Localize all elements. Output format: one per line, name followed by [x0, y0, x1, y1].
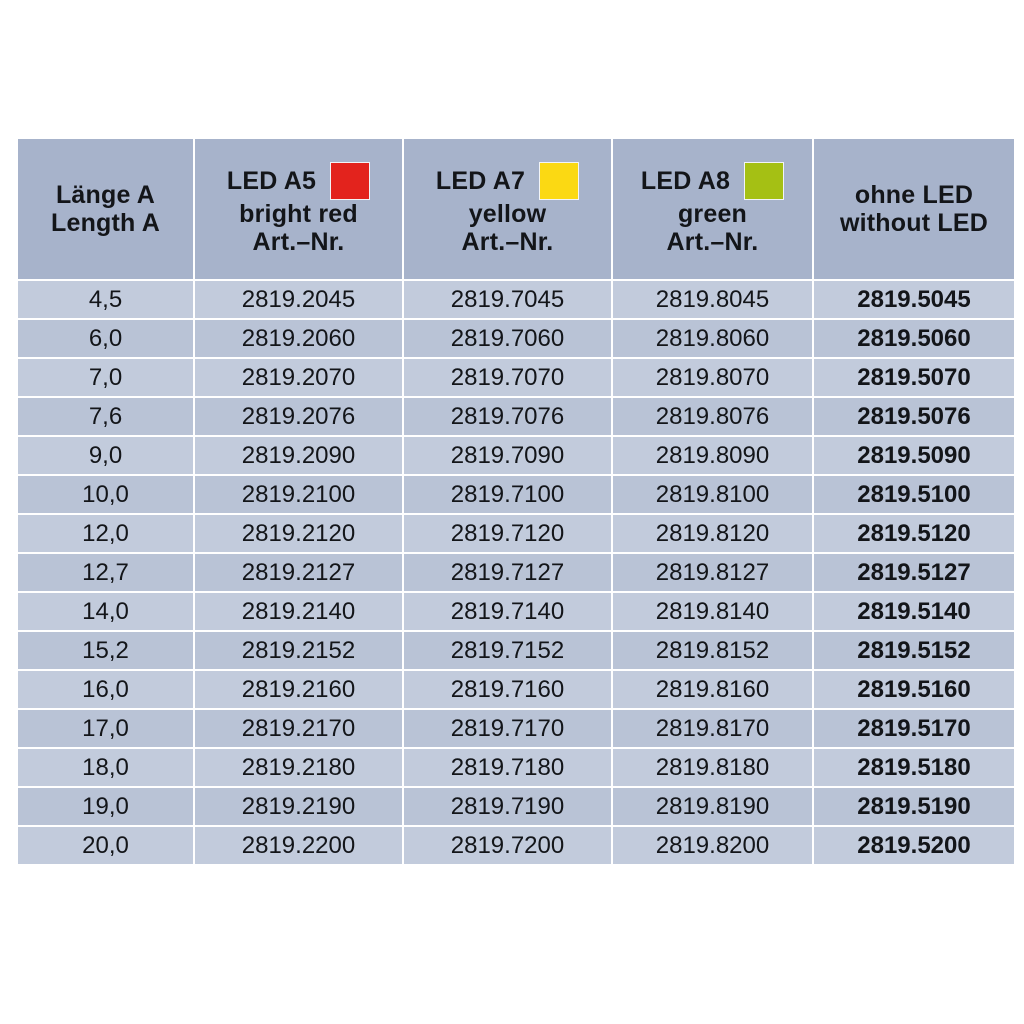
cell-led_a7: 2819.7200 — [404, 827, 611, 864]
cell-led_a5: 2819.2090 — [195, 437, 402, 474]
table-row — [18, 593, 1014, 630]
cell-no_led: 2819.5200 — [814, 827, 1014, 864]
cell-led_a8: 2819.8160 — [613, 671, 812, 708]
cell-led_a7: 2819.7060 — [404, 320, 611, 357]
cell-led_a5: 2819.2127 — [195, 554, 402, 591]
color-swatch-red-icon — [330, 162, 370, 200]
cell-led_a7: 2819.7070 — [404, 359, 611, 396]
table-row — [18, 359, 1014, 396]
column-header-led_a5 — [195, 139, 402, 279]
column-header-content — [195, 162, 402, 256]
cell-length: 14,0 — [18, 593, 193, 630]
table-header-row — [18, 139, 1014, 279]
column-header-line: bright red — [239, 200, 358, 228]
cell-led_a8: 2819.8070 — [613, 359, 812, 396]
color-swatch-green-icon — [744, 162, 784, 200]
article-number-table — [16, 137, 1016, 866]
column-header-line: without LED — [839, 209, 988, 237]
cell-led_a8: 2819.8152 — [613, 632, 812, 669]
cell-length: 7,0 — [18, 359, 193, 396]
cell-no_led: 2819.5060 — [814, 320, 1014, 357]
cell-length: 10,0 — [18, 476, 193, 513]
cell-no_led: 2819.5160 — [814, 671, 1014, 708]
column-header-title-row — [436, 162, 579, 200]
column-header-no_led — [814, 139, 1014, 279]
cell-led_a8: 2819.8120 — [613, 515, 812, 552]
cell-length: 15,2 — [18, 632, 193, 669]
cell-led_a8: 2819.8060 — [613, 320, 812, 357]
cell-led_a8: 2819.8127 — [613, 554, 812, 591]
cell-led_a5: 2819.2190 — [195, 788, 402, 825]
cell-no_led: 2819.5090 — [814, 437, 1014, 474]
cell-no_led: 2819.5100 — [814, 476, 1014, 513]
cell-length: 16,0 — [18, 671, 193, 708]
cell-led_a7: 2819.7090 — [404, 437, 611, 474]
table-row — [18, 632, 1014, 669]
cell-led_a8: 2819.8170 — [613, 710, 812, 747]
cell-no_led: 2819.5120 — [814, 515, 1014, 552]
cell-led_a8: 2819.8090 — [613, 437, 812, 474]
cell-led_a5: 2819.2100 — [195, 476, 402, 513]
cell-led_a5: 2819.2200 — [195, 827, 402, 864]
cell-led_a7: 2819.7180 — [404, 749, 611, 786]
column-header-content — [404, 162, 611, 256]
cell-led_a7: 2819.7190 — [404, 788, 611, 825]
cell-no_led: 2819.5152 — [814, 632, 1014, 669]
cell-length: 19,0 — [18, 788, 193, 825]
cell-led_a8: 2819.8200 — [613, 827, 812, 864]
column-header-title-row — [641, 162, 784, 200]
cell-no_led: 2819.5180 — [814, 749, 1014, 786]
cell-led_a7: 2819.7100 — [404, 476, 611, 513]
table-header — [18, 139, 1014, 279]
cell-length: 4,5 — [18, 281, 193, 318]
cell-led_a5: 2819.2060 — [195, 320, 402, 357]
cell-led_a8: 2819.8100 — [613, 476, 812, 513]
table-row — [18, 671, 1014, 708]
cell-led_a5: 2819.2180 — [195, 749, 402, 786]
column-header-line: LED A8 — [640, 167, 731, 195]
column-header-line: green — [677, 200, 748, 228]
cell-led_a8: 2819.8180 — [613, 749, 812, 786]
table-row — [18, 281, 1014, 318]
column-header-line: Art.–Nr. — [461, 228, 554, 256]
table-row — [18, 788, 1014, 825]
cell-length: 20,0 — [18, 827, 193, 864]
cell-led_a5: 2819.2070 — [195, 359, 402, 396]
cell-no_led: 2819.5045 — [814, 281, 1014, 318]
cell-no_led: 2819.5190 — [814, 788, 1014, 825]
table-row — [18, 749, 1014, 786]
cell-length: 6,0 — [18, 320, 193, 357]
cell-led_a7: 2819.7160 — [404, 671, 611, 708]
table-row — [18, 476, 1014, 513]
column-header-line: LED A5 — [226, 167, 317, 195]
cell-led_a8: 2819.8140 — [613, 593, 812, 630]
column-header-line: Länge A — [55, 181, 156, 209]
column-header-content — [18, 181, 193, 237]
cell-no_led: 2819.5076 — [814, 398, 1014, 435]
table-row — [18, 398, 1014, 435]
cell-led_a7: 2819.7152 — [404, 632, 611, 669]
cell-led_a8: 2819.8045 — [613, 281, 812, 318]
cell-length: 17,0 — [18, 710, 193, 747]
cell-length: 9,0 — [18, 437, 193, 474]
cell-no_led: 2819.5070 — [814, 359, 1014, 396]
table-row — [18, 437, 1014, 474]
cell-no_led: 2819.5140 — [814, 593, 1014, 630]
cell-led_a7: 2819.7127 — [404, 554, 611, 591]
table-row — [18, 710, 1014, 747]
column-header-length — [18, 139, 193, 279]
column-header-led_a7 — [404, 139, 611, 279]
cell-led_a5: 2819.2160 — [195, 671, 402, 708]
cell-led_a7: 2819.7140 — [404, 593, 611, 630]
cell-led_a5: 2819.2120 — [195, 515, 402, 552]
cell-length: 12,7 — [18, 554, 193, 591]
table-body — [18, 281, 1014, 864]
column-header-line: Length A — [51, 209, 160, 237]
column-header-line: ohne LED — [854, 181, 974, 209]
cell-led_a5: 2819.2170 — [195, 710, 402, 747]
cell-led_a7: 2819.7045 — [404, 281, 611, 318]
column-header-line: yellow — [468, 200, 547, 228]
article-number-table-wrapper — [16, 137, 1008, 866]
cell-led_a5: 2819.2045 — [195, 281, 402, 318]
cell-no_led: 2819.5170 — [814, 710, 1014, 747]
column-header-title-row — [227, 162, 370, 200]
cell-led_a5: 2819.2152 — [195, 632, 402, 669]
cell-length: 18,0 — [18, 749, 193, 786]
color-swatch-yellow-icon — [539, 162, 579, 200]
cell-led_a7: 2819.7120 — [404, 515, 611, 552]
cell-led_a8: 2819.8076 — [613, 398, 812, 435]
table-row — [18, 515, 1014, 552]
table-row — [18, 320, 1014, 357]
cell-led_a5: 2819.2076 — [195, 398, 402, 435]
cell-led_a8: 2819.8190 — [613, 788, 812, 825]
cell-no_led: 2819.5127 — [814, 554, 1014, 591]
cell-length: 7,6 — [18, 398, 193, 435]
column-header-line: LED A7 — [435, 167, 526, 195]
column-header-led_a8 — [613, 139, 812, 279]
cell-led_a7: 2819.7076 — [404, 398, 611, 435]
table-row — [18, 827, 1014, 864]
column-header-line: Art.–Nr. — [666, 228, 759, 256]
column-header-content — [613, 162, 812, 256]
cell-led_a7: 2819.7170 — [404, 710, 611, 747]
cell-led_a5: 2819.2140 — [195, 593, 402, 630]
column-header-content — [814, 181, 1014, 237]
column-header-line: Art.–Nr. — [252, 228, 345, 256]
table-row — [18, 554, 1014, 591]
cell-length: 12,0 — [18, 515, 193, 552]
